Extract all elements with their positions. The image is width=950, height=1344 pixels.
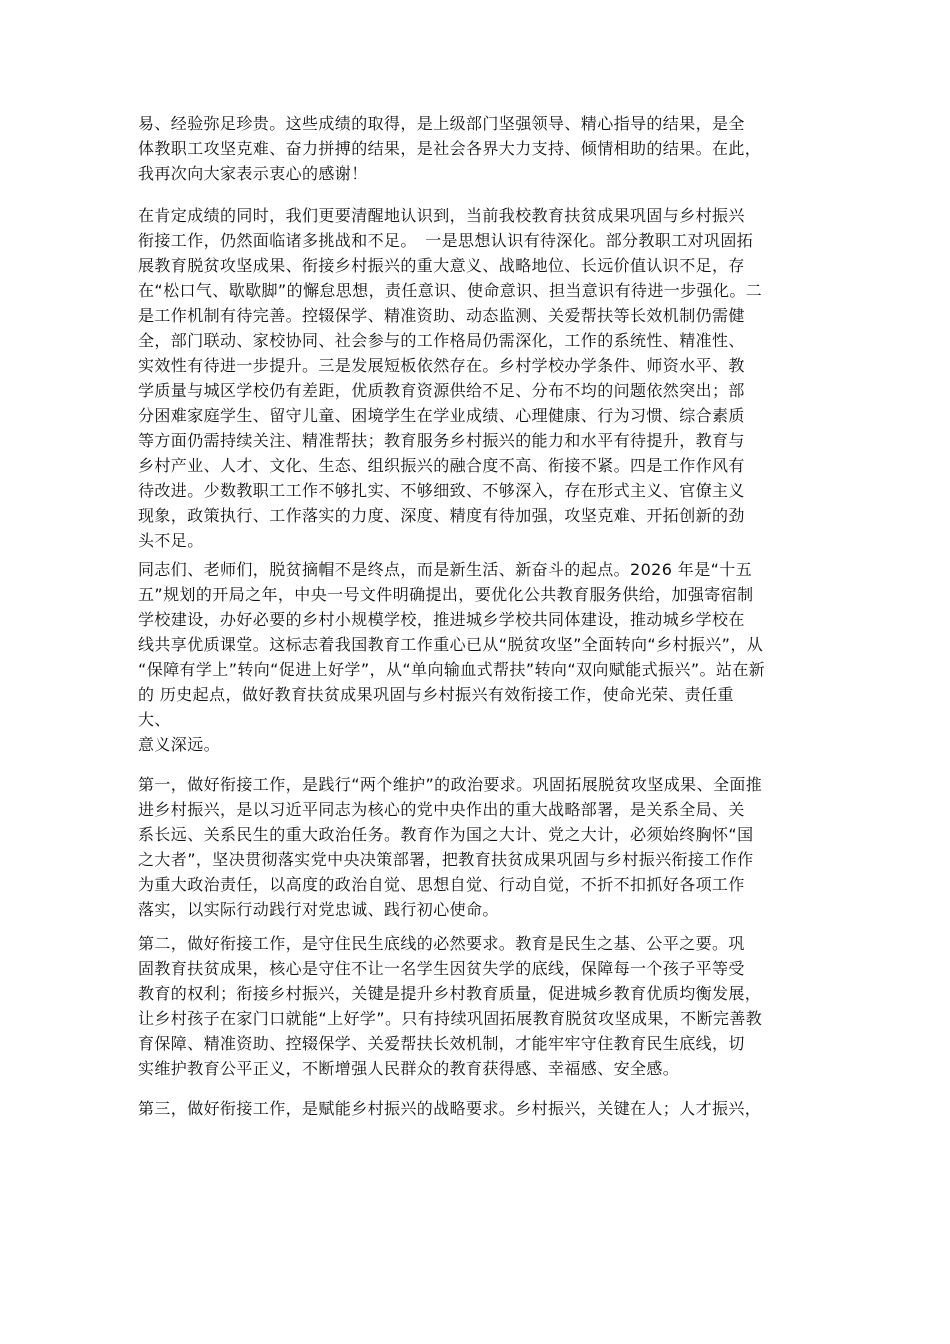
text-line: “保障有学上”转向“促进上好学”，从“单向输血式帮扶”转向“双向赋能式振兴”。站在新: [138, 660, 766, 679]
text-line: 系长远、关系民生的重大政治任务。教育作为国之大计、党之大计，必须始终胸怀“国: [138, 825, 754, 844]
text-line: 让乡村孩子在家门口就能“上好学”。只有持续巩固拓展教育脱贫攻坚成果，不断完善教: [138, 1009, 763, 1028]
text-line: 同志们、老师们，脱贫摘帽不是终点，而是新生活、新奋斗的起点。2026 年是“十五: [138, 560, 753, 579]
paragraph-second-point: [138, 931, 808, 1081]
text-line: 固教育扶贫成果，核心是守住不让一名学生因贫失学的底线，保障每一个孩子平等受: [138, 959, 745, 978]
paragraph-third-point: [138, 1096, 808, 1121]
text-line: 五”规划的开局之年，中央一号文件明确提出，要优化公共教育服务供给，加强寄宿制: [138, 585, 754, 604]
text-line: 全，部门联动、家校协同、社会参与的工作格局仍需深化，工作的系统性、精准性、: [138, 331, 745, 350]
text-line: 之大者”，坚决贯彻落实党中央决策部署，把教育扶贫成果巩固与乡村振兴衔接工作作: [138, 850, 754, 869]
text-line: 意义深远。: [138, 735, 221, 754]
text-line: 待改进。少数教职工工作不够扎实、不够细致、不够深入，存在形式主义、官僚主义: [138, 481, 745, 500]
text-line: 在“松口气、歇歇脚”的懈怠思想，责任意识、使命意识、担当意识有待进一步强化。二: [138, 281, 763, 300]
paragraph-achievements-thanks: [138, 111, 808, 186]
text-line: 学质量与城区学校仍有差距，优质教育资源供给不足、分布不均的问题依然突出；部: [138, 381, 745, 400]
paragraph-new-starting-point: [138, 557, 808, 757]
text-line: 衔接工作，仍然面临诸多挑战和不足。 一是思想认识有待深化。部分教职工对巩固拓: [138, 231, 754, 250]
paragraph-first-point: [138, 772, 808, 922]
text-line: 等方面仍需持续关注、精准帮扶；教育服务乡村振兴的能力和水平有待提升，教育与: [138, 431, 745, 450]
text-line: 线共享优质课堂。这标志着我国教育工作重心已从“脱贫攻坚”全面转向“乡村振兴”，从: [138, 635, 764, 654]
text-line: 现象，政策执行、工作落实的力度、深度、精度有待加强，攻坚克难、开拓创新的劲: [138, 506, 745, 525]
text-line: 教育的权利；衔接乡村振兴，关键是提升乡村教育质量，促进城乡教育优质均衡发展，: [138, 984, 762, 1003]
text-line: 育保障、精准资助、控辍保学、关爱帮扶长效机制，才能牢牢守住教育民生底线，切: [138, 1034, 745, 1053]
paragraph-shortcomings: [138, 203, 808, 553]
text-line: 第三，做好衔接工作，是赋能乡村振兴的战略要求。乡村振兴，关键在人；人才振兴，: [138, 1099, 762, 1118]
text-line: 是工作机制有待完善。控辍保学、精准资助、动态监测、关爱帮扶等长效机制仍需健: [138, 306, 745, 325]
text-line: 实维护教育公平正义，不断增强人民群众的教育获得感、幸福感、安全感。: [138, 1059, 680, 1078]
text-line: 易、经验弥足珍贵。这些成绩的取得，是上级部门坚强领导、精心指导的结果，是全: [138, 114, 745, 133]
text-line: 第一，做好衔接工作，是践行“两个维护”的政治要求。巩固拓展脱贫攻坚成果、全面推: [138, 775, 763, 794]
text-line: 学校建设，办好必要的乡村小规模学校，推进城乡学校共同体建设，推动城乡学校在: [138, 610, 745, 629]
text-line: 乡村产业、人才、文化、生态、组织振兴的融合度不高、衔接不紧。四是工作作风有: [138, 456, 745, 475]
text-line: 我再次向大家表示衷心的感谢！: [138, 164, 368, 183]
text-line: 分困难家庭学生、留守儿童、困境学生在学业成绩、心理健康、行为习惯、综合素质: [138, 406, 745, 425]
text-line: 第二，做好衔接工作，是守住民生底线的必然要求。教育是民生之基、公平之要。巩: [138, 934, 745, 953]
text-line: 展教育脱贫攻坚成果、衔接乡村振兴的重大意义、战略地位、长远价值认识不足，存: [138, 256, 745, 275]
text-line: 大、: [138, 710, 171, 729]
text-line: 为重大政治责任，以高度的政治自觉、思想自觉、行动自觉，不折不扣抓好各项工作: [138, 875, 745, 894]
text-line: 体教职工攻坚克难、奋力拼搏的结果，是社会各界大力支持、倾情相助的结果。在此，: [138, 139, 762, 158]
text-line: 在肯定成绩的同时，我们更要清醒地认识到，当前我校教育扶贫成果巩固与乡村振兴: [138, 206, 745, 225]
text-line: 落实，以实际行动践行对党忠诚、践行初心使命。: [138, 900, 499, 919]
text-line: 进乡村振兴，是以习近平同志为核心的党中央作出的重大战略部署，是关系全局、关: [138, 800, 745, 819]
text-line: 头不足。: [138, 531, 204, 550]
text-line: 的 历史起点，做好教育扶贫成果巩固与乡村振兴有效衔接工作，使命光荣、责任重: [138, 685, 734, 704]
text-line: 实效性有待进一步提升。三是发展短板依然存在。乡村学校办学条件、师资水平、教: [138, 356, 745, 375]
